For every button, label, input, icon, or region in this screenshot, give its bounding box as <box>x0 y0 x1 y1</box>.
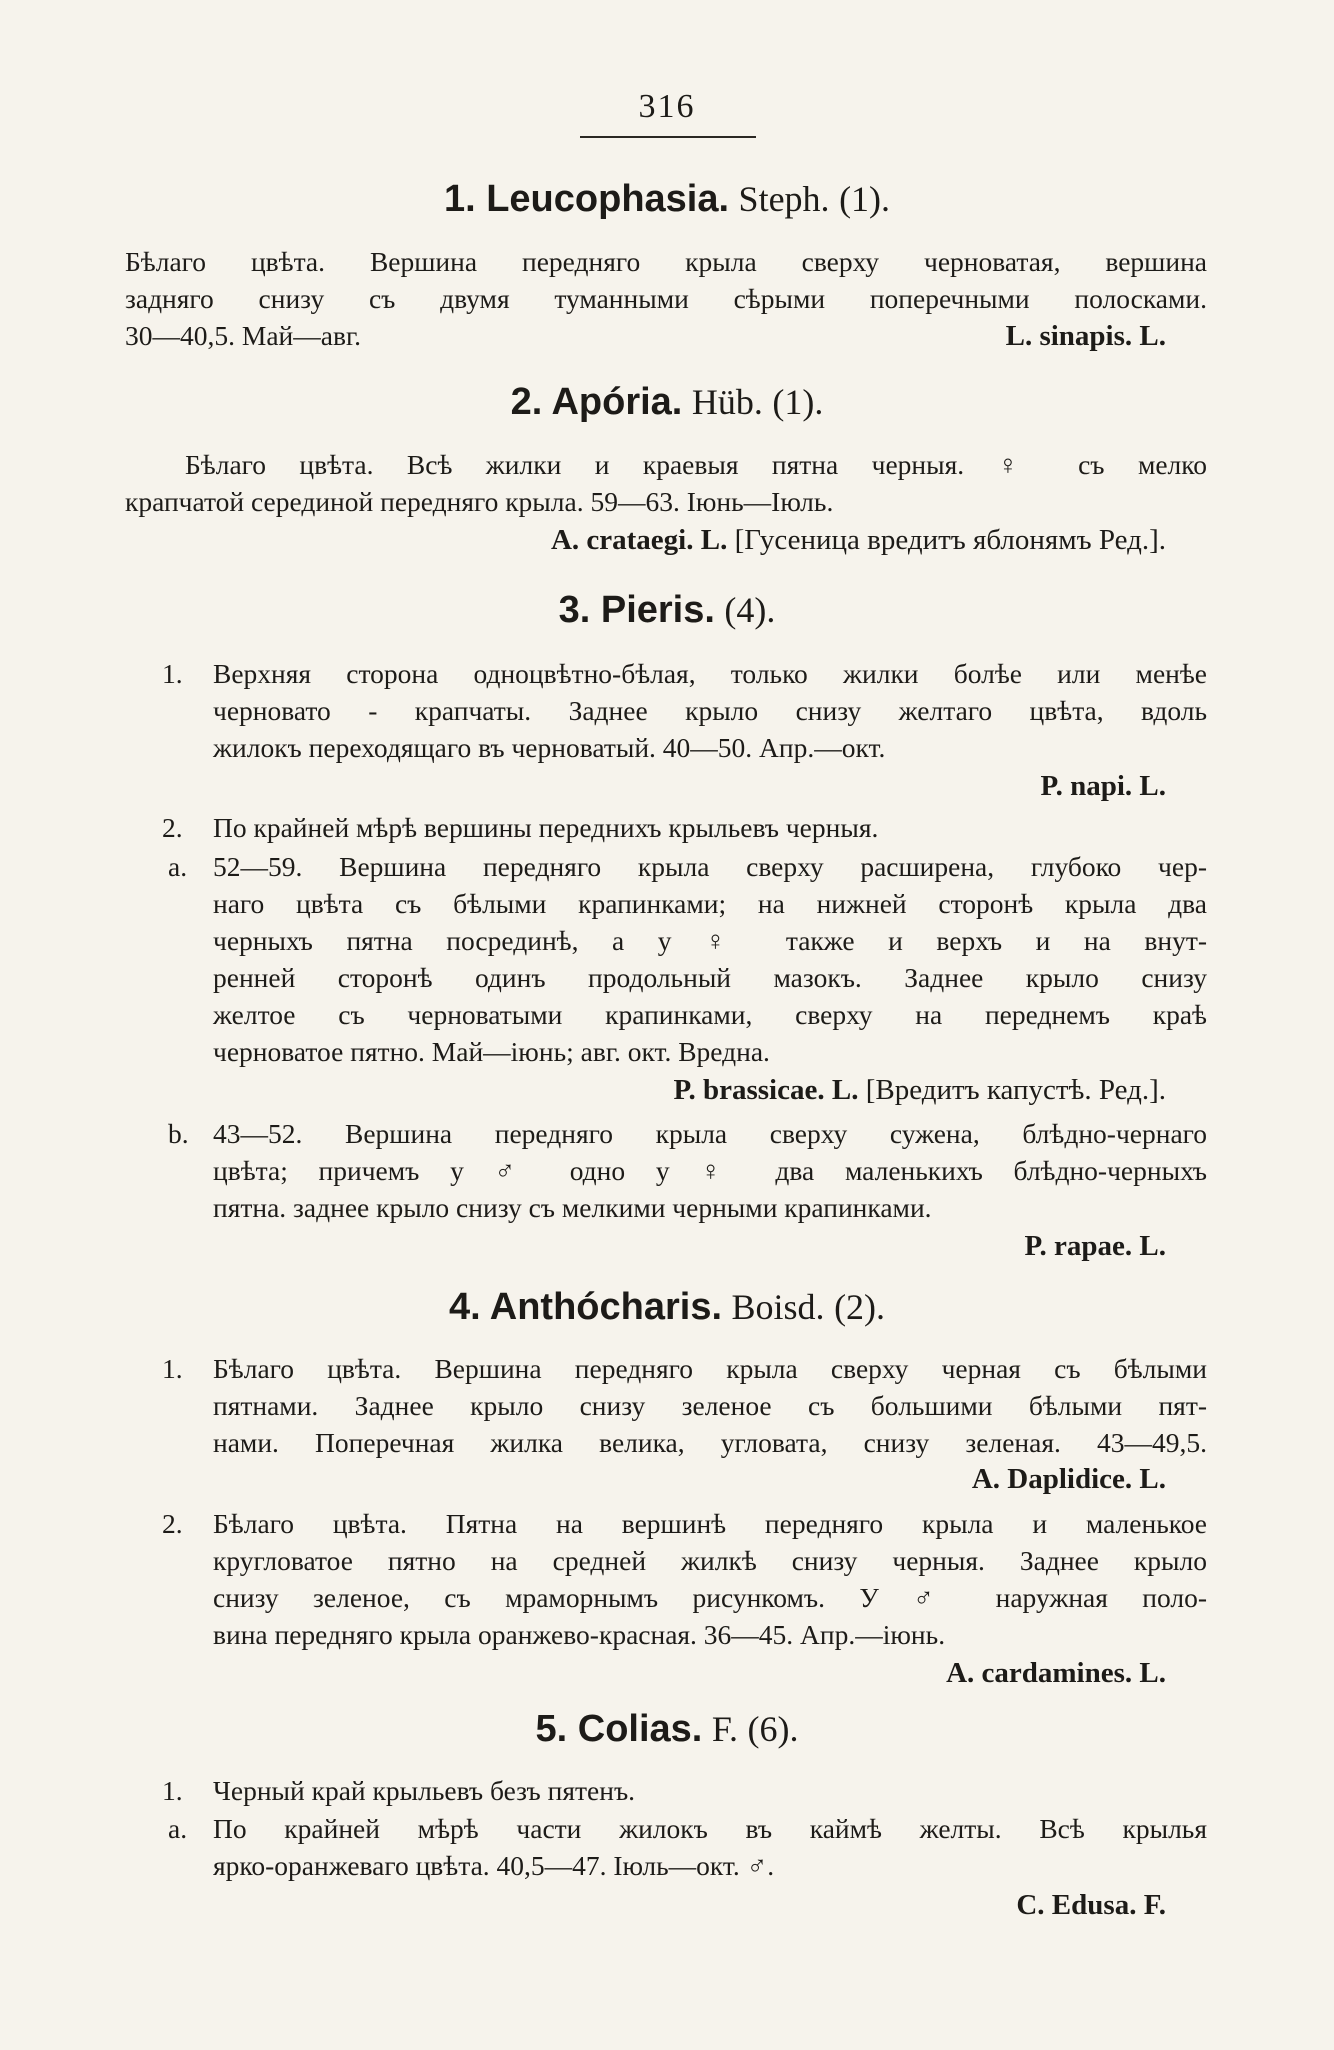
species-note: [Гусеница вредитъ яблонямъ Ред.]. <box>734 524 1166 556</box>
genus-heading-pieris <box>0 586 1334 634</box>
text-line: По крайней мѣрѣ части жилокъ въ каймѣ желты. Всѣ крылья <box>213 1813 1207 1844</box>
text-line: наго цвѣта съ бѣлыми крапинками; на нижней сторонѣ крыла два <box>213 888 1207 919</box>
text-line: 30—40,5. Май—авг. <box>125 320 361 351</box>
text-line: черноватое пятно. Май—іюнь; авг. окт. Вредна. <box>213 1036 770 1067</box>
page-number-rule <box>580 136 756 138</box>
text-line: черныхъ пятна посрединѣ, а у ♀ также и верхъ и на внут- <box>213 925 1207 956</box>
species-name <box>1041 767 1166 805</box>
text-line: задняго снизу съ двумя туманными сѣрыми поперечными полосками. <box>125 283 1207 314</box>
genus-name: 2. Apória. <box>510 381 683 423</box>
item-marker: 2. <box>162 1508 183 1539</box>
text-line: снизу зеленое, съ мраморнымъ рисункомъ. У ♂ наружная поло- <box>213 1582 1207 1613</box>
genus-name: 3. Pieris. <box>558 589 715 631</box>
genus-count: (4). <box>724 590 776 630</box>
text-line: кругловатое пятно на средней жилкѣ снизу черныя. Заднее крыло <box>213 1545 1207 1576</box>
text-line: По крайней мѣрѣ вершины переднихъ крыльевъ черныя. <box>213 812 879 843</box>
text-line: 52—59. Вершина передняго крыла сверху расширена, глубоко чер- <box>213 851 1207 882</box>
species-binomial: C. Edusa. F. <box>1016 1889 1166 1921</box>
genus-count: (1). <box>772 382 824 422</box>
genus-heading-leucophasia <box>0 175 1334 223</box>
species-binomial: L. sinapis. L. <box>1005 320 1166 352</box>
genus-name: 5. Colias. <box>535 1708 703 1750</box>
genus-heading-anthocharis <box>0 1283 1334 1331</box>
genus-author: Boisd. <box>731 1287 825 1327</box>
species-name <box>1024 1227 1166 1265</box>
text-line: вина передняго крыла оранжево-красная. 36—45. Апр.—іюнь. <box>213 1619 946 1650</box>
text-line: черновато - крапчаты. Заднее крыло снизу желтаго цвѣта, вдоль <box>213 695 1207 726</box>
species-name <box>551 521 1166 559</box>
text-line: нами. Поперечная жилка велика, угловата, снизу зеленая. 43—49,5. <box>213 1427 1207 1458</box>
text-line: Бѣлаго цвѣта. Всѣ жилки и краевыя пятна черныя. ♀ съ мелко <box>185 449 1207 480</box>
text-line: пятна. заднее крыло снизу съ мелкими черными крапинками. <box>213 1192 932 1223</box>
species-name <box>946 1654 1166 1692</box>
genus-count: (2). <box>834 1287 886 1327</box>
species-binomial: A. crataegi. L. <box>550 524 728 556</box>
text-line: желтое съ черноватыми крапинками, сверху на переднемъ краѣ <box>213 999 1207 1030</box>
item-marker: a. <box>168 851 188 882</box>
species-name <box>972 1460 1166 1498</box>
species-binomial: P. napi. L. <box>1040 770 1166 802</box>
species-binomial: A. cardamines. L. <box>946 1657 1166 1689</box>
genus-author: F. <box>711 1709 738 1749</box>
text-line: 43—52. Вершина передняго крыла сверху сужена, блѣдно-чернаго <box>213 1118 1207 1149</box>
species-binomial: A. Daplidice. L. <box>971 1463 1166 1495</box>
text-line: пятнами. Заднее крыло снизу зеленое съ большими бѣлыми пят- <box>213 1390 1207 1421</box>
genus-name: 1. Leucophasia. <box>443 178 730 220</box>
text-line: Бѣлаго цвѣта. Вершина передняго крыла сверху черная съ бѣлыми <box>213 1353 1207 1384</box>
genus-count: (6). <box>747 1709 799 1749</box>
genus-heading-aporia <box>0 378 1334 426</box>
genus-heading-colias <box>0 1705 1334 1753</box>
text-line: ренней сторонѣ одинъ продольный мазокъ. Заднее крыло снизу <box>213 962 1207 993</box>
text-line: ярко-оранжеваго цвѣта. 40,5—47. Іюль—окт. ♂. <box>213 1850 775 1881</box>
text-line: Черный край крыльевъ безъ пятенъ. <box>213 1775 636 1806</box>
item-marker: 1. <box>162 658 183 689</box>
species-binomial: P. brassicae. L. <box>673 1074 859 1106</box>
text-line: крапчатой серединой передняго крыла. 59—63. Іюнь—Іюль. <box>125 486 834 517</box>
genus-count: (1). <box>839 179 891 219</box>
genus-name: 4. Anthócharis. <box>448 1286 723 1328</box>
text-line: Верхняя сторона одноцвѣтно-бѣлая, только жилки болѣе или менѣе <box>213 658 1207 689</box>
species-note: [Вредитъ капустѣ. Ред.]. <box>865 1074 1166 1106</box>
species-name <box>673 1071 1166 1109</box>
species-name <box>1006 317 1166 355</box>
genus-author: Hüb. <box>691 382 763 422</box>
item-marker: a. <box>168 1813 188 1844</box>
item-marker: 1. <box>162 1353 183 1384</box>
item-marker: b. <box>168 1118 189 1149</box>
species-binomial: P. rapae. L. <box>1024 1230 1166 1262</box>
species-name <box>1016 1886 1166 1924</box>
page-number: 316 <box>638 88 696 125</box>
text-line: Бѣлаго цвѣта. Пятна на вершинѣ передняго крыла и маленькое <box>213 1508 1207 1539</box>
text-line: Бѣлаго цвѣта. Вершина передняго крыла сверху черноватая, вершина <box>125 246 1207 277</box>
text-line: цвѣта; причемъ у ♂ одно у ♀ два маленькихъ блѣдно-черныхъ <box>213 1155 1207 1186</box>
item-marker: 1. <box>162 1775 183 1806</box>
text-line: жилокъ переходящаго въ черноватый. 40—50. Апр.—окт. <box>213 732 886 763</box>
item-marker: 2. <box>162 812 183 843</box>
genus-author: Steph. <box>738 179 830 219</box>
